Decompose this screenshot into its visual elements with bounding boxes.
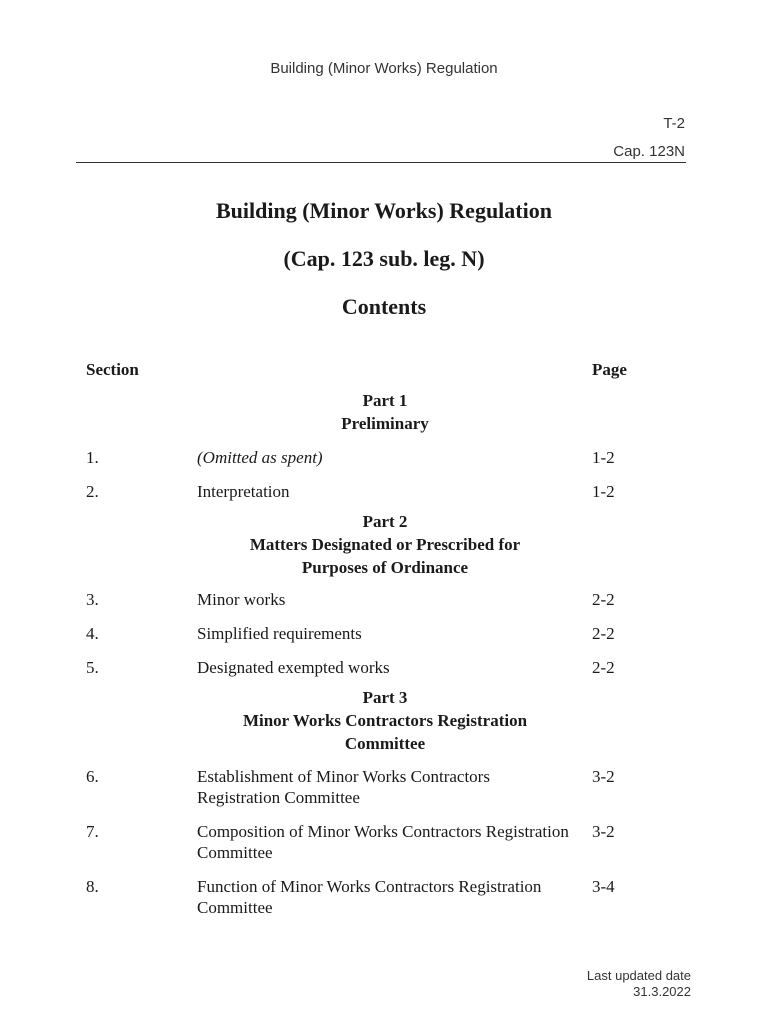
part-heading <box>200 686 570 755</box>
section-column-header: Section <box>86 360 139 379</box>
part-label: Part 2 <box>362 512 408 531</box>
part-heading <box>200 510 570 579</box>
section-number: 5. <box>86 658 99 677</box>
part-name: Matters Designated or Prescribed for <box>249 535 521 554</box>
chapter-number: Cap. 123N <box>613 143 685 160</box>
section-title: Establishment of Minor Works Contractors Registration Committee <box>197 767 490 807</box>
section-number: 2. <box>86 482 99 501</box>
section-number: 8. <box>86 877 99 896</box>
page-ref: 3-2 <box>592 822 615 841</box>
document-title: Building (Minor Works) Regulation <box>216 198 552 223</box>
last-updated-label: Last updated date <box>586 968 691 983</box>
part-label: Part 1 <box>362 391 408 410</box>
page-number: T-2 <box>663 115 685 132</box>
part-label: Part 3 <box>362 688 408 707</box>
section-title: Designated exempted works <box>197 658 390 677</box>
part-name: Committee <box>344 734 426 753</box>
page-ref: 2-2 <box>592 658 615 677</box>
section-title: (Omitted as spent) <box>197 448 323 467</box>
page-reference <box>613 110 685 166</box>
page-ref: 1-2 <box>592 448 615 467</box>
last-updated <box>587 968 691 1000</box>
section-title: Composition of Minor Works Contractors Registration Committee <box>197 822 569 862</box>
page-ref: 3-2 <box>592 767 615 786</box>
section-title: Minor works <box>197 590 286 609</box>
running-header: Building (Minor Works) Regulation <box>270 60 498 77</box>
section-number: 6. <box>86 767 99 786</box>
page-ref: 3-4 <box>592 877 615 896</box>
last-updated-date: 31.3.2022 <box>633 984 691 999</box>
section-title: Simplified requirements <box>197 624 362 643</box>
section-number: 1. <box>86 448 99 467</box>
part-name: Minor Works Contractors Registration <box>242 711 528 730</box>
page-column-header: Page <box>592 360 627 379</box>
page-ref: 2-2 <box>592 590 615 609</box>
part-name: Purposes of Ordinance <box>301 558 469 577</box>
section-title: Function of Minor Works Contractors Registration Committee <box>197 877 542 917</box>
page-ref: 1-2 <box>592 482 615 501</box>
section-number: 4. <box>86 624 99 643</box>
page-ref: 2-2 <box>592 624 615 643</box>
title-block <box>0 196 768 340</box>
section-number: 7. <box>86 822 99 841</box>
contents-heading: Contents <box>341 294 427 319</box>
document-subtitle: (Cap. 123 sub. leg. N) <box>283 246 485 271</box>
section-number: 3. <box>86 590 99 609</box>
part-name: Preliminary <box>341 414 429 433</box>
section-title: Interpretation <box>197 482 290 501</box>
header-rule <box>76 162 686 163</box>
part-heading <box>200 389 570 435</box>
